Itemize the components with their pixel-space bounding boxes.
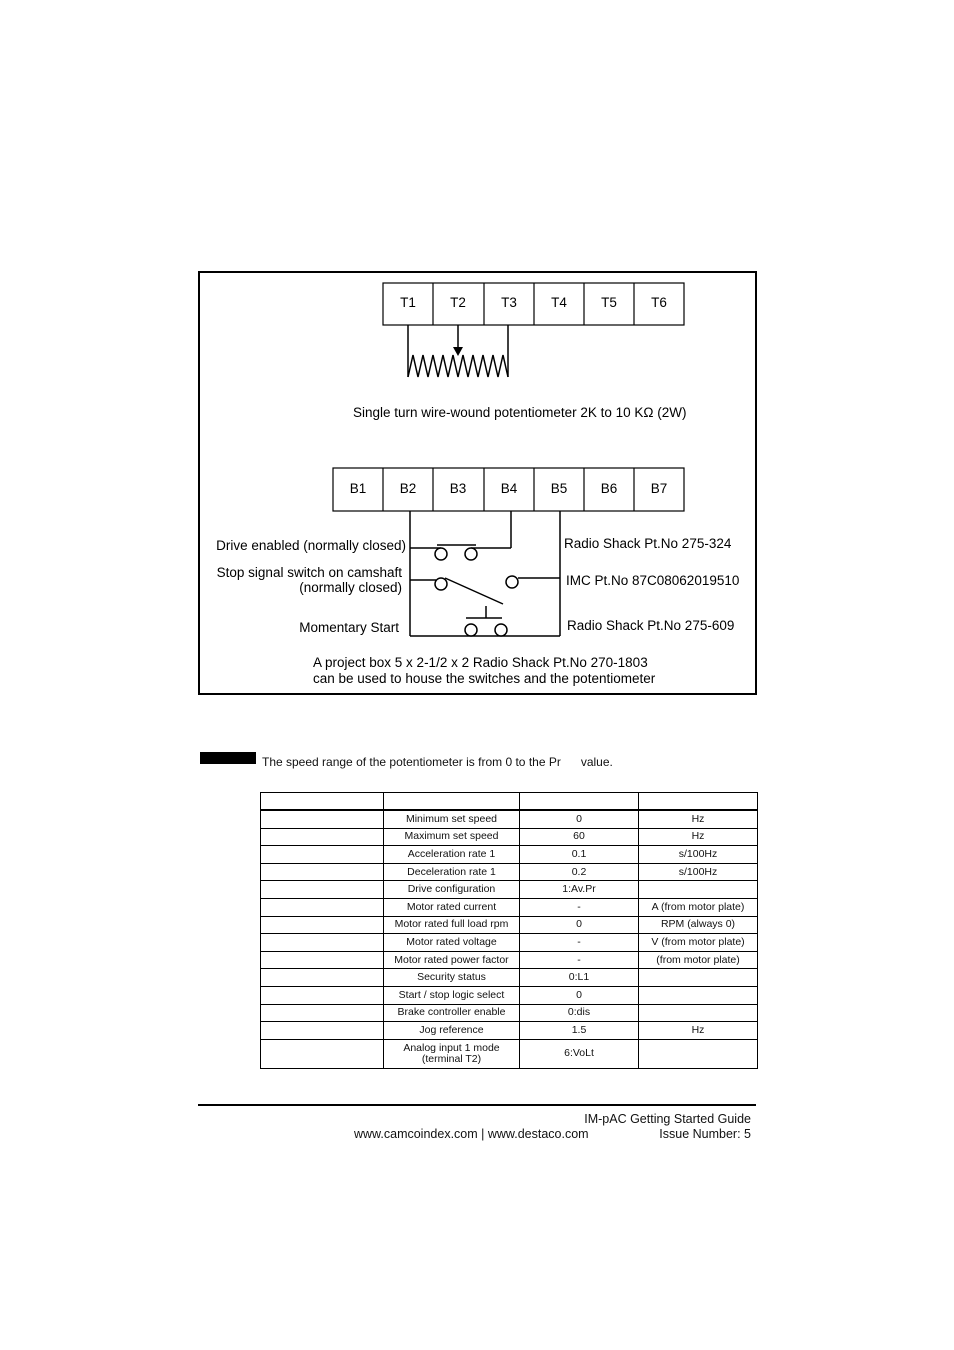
table-row: Motor rated voltage - V (from motor plate) [261,934,758,952]
top-terminal-strip [383,283,684,325]
stop-switch-label-1: Stop signal switch on camshaft [216,565,402,580]
terminal-b6: B6 [600,481,618,496]
terminal-b1: B1 [349,481,367,496]
table-row: Motor rated current - A (from motor plate) [261,898,758,916]
table-row: Brake controller enable 0:dis [261,1004,758,1022]
table-row: Acceleration rate 1 0.1 s/100Hz [261,846,758,864]
parameter-table [260,792,758,1069]
project-box-line-2: can be used to house the switches and the potentiometer [313,671,656,686]
terminal-b2: B2 [399,481,417,496]
table-row: Analog input 1 mode (terminal T2) 6:VoLt [261,1039,758,1068]
momentary-start-label: Momentary Start [299,620,399,635]
table-row: Motor rated power factor - (from motor plate) [261,951,758,969]
potentiometer-symbol [408,325,508,377]
terminal-b4: B4 [500,481,518,496]
footer-divider [198,1104,756,1106]
terminal-t4: T4 [551,295,567,310]
terminal-t1: T1 [400,295,416,310]
radio-shack-part-1: Radio Shack Pt.No 275-324 [564,536,732,551]
table-row: Security status 0:L1 [261,969,758,987]
terminal-b3: B3 [449,481,467,496]
stop-switch-label-2: (normally closed) [299,580,402,595]
footer-issue: Issue Number: 5 [659,1127,751,1141]
drive-enabled-label: Drive enabled (normally closed) [216,538,406,553]
table-header-row [261,793,758,811]
terminal-b7: B7 [650,481,668,496]
table-row: Start / stop logic select 0 [261,986,758,1004]
project-box-line-1: A project box 5 x 2-1/2 x 2 Radio Shack Pt.No 270-1803 [313,655,648,670]
terminal-t5: T5 [601,295,617,310]
table-row: Minimum set speed 0 Hz [261,810,758,828]
note-marker [200,752,256,764]
terminal-t3: T3 [501,295,517,310]
potentiometer-caption: Single turn wire-wound potentiometer 2K to 10 KΩ (2W) [353,405,687,420]
switch-wiring [410,511,560,636]
radio-shack-part-2: Radio Shack Pt.No 275-609 [567,618,735,633]
terminal-t6: T6 [651,295,667,310]
footer-website: www.camcoindex.com | www.destaco.com [354,1127,589,1141]
imc-part: IMC Pt.No 87C08062019510 [566,573,740,588]
bottom-terminal-strip [333,468,684,511]
table-row: Jog reference 1.5 Hz [261,1022,758,1040]
footer-title: IM-pAC Getting Started Guide [584,1112,751,1126]
table-row: Drive configuration 1:Av.Pr [261,881,758,899]
table-row: Deceleration rate 1 0.2 s/100Hz [261,863,758,881]
table-row: Motor rated full load rpm 0 RPM (always 0) [261,916,758,934]
table-row: Maximum set speed 60 Hz [261,828,758,846]
terminal-b5: B5 [550,481,568,496]
terminal-t2: T2 [450,295,466,310]
note-text: The speed range of the potentiometer is from 0 to the Pr value. [262,755,613,769]
